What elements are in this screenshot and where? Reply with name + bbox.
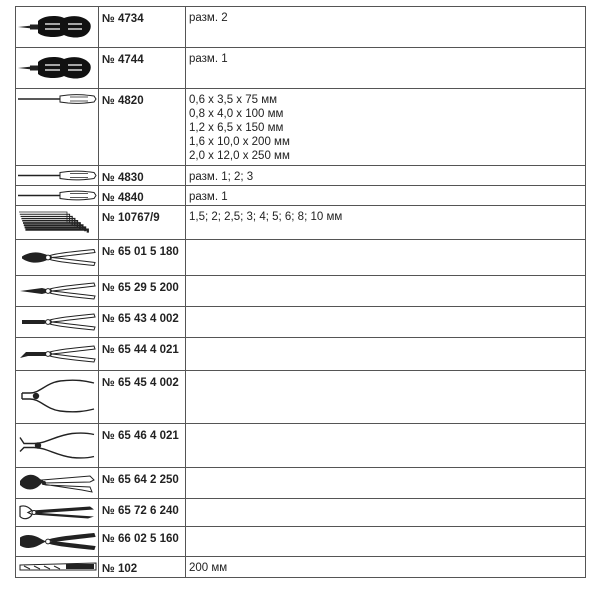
knife-icon [16, 557, 98, 577]
tool-image-cell [16, 7, 99, 48]
tool-image-cell [16, 89, 99, 166]
description-line: 1,6 х 10,0 х 200 мм [189, 136, 290, 148]
article-number: № 4734 [102, 13, 144, 25]
description-cell [186, 240, 586, 276]
screwdriver-stubby-icon [16, 48, 98, 88]
description-cell [186, 276, 586, 307]
long-nose-pliers-icon [16, 276, 98, 306]
article-number-cell [99, 307, 186, 338]
external-circlip-pliers-bent-icon [16, 424, 98, 467]
combination-pliers-icon [16, 240, 98, 275]
article-number: № 65 64 2 250 [102, 474, 179, 486]
external-circlip-pliers-icon [16, 371, 98, 423]
description-line: 1,5; 2; 2,5; 3; 4; 5; 6; 8; 10 мм [189, 211, 343, 223]
description-cell [186, 468, 586, 499]
table-row [16, 7, 586, 48]
description-cell [186, 499, 586, 527]
description-cell [186, 7, 586, 48]
article-number: № 65 44 4 021 [102, 344, 179, 356]
description-cell [186, 557, 586, 578]
side-cutter-pliers-icon [16, 527, 98, 556]
tool-image-cell [16, 557, 99, 578]
article-number: № 4840 [102, 192, 144, 204]
description-line: 2,0 х 12,0 х 250 мм [189, 150, 290, 162]
article-number-cell [99, 371, 186, 424]
description-cell [186, 424, 586, 468]
tool-image-cell [16, 166, 99, 186]
table-row [16, 371, 586, 424]
description-line: 1,2 х 6,5 х 150 мм [189, 122, 284, 134]
article-number-cell [99, 240, 186, 276]
article-number-cell [99, 7, 186, 48]
table-row [16, 276, 586, 307]
tool-image-cell [16, 307, 99, 338]
tool-image-cell [16, 527, 99, 557]
table-row [16, 468, 586, 499]
table-row [16, 240, 586, 276]
table-row [16, 48, 586, 89]
table-row [16, 206, 586, 240]
article-number: № 4820 [102, 95, 144, 107]
article-number: № 65 29 5 200 [102, 282, 179, 294]
tool-image-cell [16, 424, 99, 468]
article-number: № 10767/9 [102, 212, 160, 224]
tool-image-cell [16, 276, 99, 307]
article-number: № 65 43 4 002 [102, 313, 179, 325]
article-number-cell [99, 499, 186, 527]
article-number: № 65 45 4 002 [102, 377, 179, 389]
table-row [16, 338, 586, 371]
table-row [16, 186, 586, 206]
article-number: № 65 01 5 180 [102, 246, 179, 258]
tool-image-cell [16, 240, 99, 276]
article-number: № 66 02 5 160 [102, 533, 179, 545]
description-line: 0,8 х 4,0 х 100 мм [189, 108, 284, 120]
description-cell [186, 307, 586, 338]
circlip-pliers-bent-icon [16, 338, 98, 370]
screwdriver-long-icon [16, 186, 98, 205]
description-line: 200 мм [189, 562, 228, 574]
screwdriver-long-icon [16, 166, 98, 185]
table-row [16, 424, 586, 468]
table-row [16, 557, 586, 578]
description-line: разм. 1; 2; 3 [189, 171, 254, 183]
article-number: № 65 46 4 021 [102, 430, 179, 442]
article-number: № 102 [102, 563, 138, 575]
description-cell [186, 186, 586, 206]
article-number-cell [99, 424, 186, 468]
article-number-cell [99, 276, 186, 307]
article-number-cell [99, 557, 186, 578]
tools-table [15, 6, 586, 578]
hex-key-set-icon [16, 206, 98, 239]
screwdriver-stubby-icon [16, 7, 98, 47]
table-row [16, 499, 586, 527]
article-number-cell [99, 186, 186, 206]
tool-image-cell [16, 468, 99, 499]
article-number: № 65 72 6 240 [102, 505, 179, 517]
description-cell [186, 206, 586, 240]
description-cell [186, 527, 586, 557]
article-number-cell [99, 48, 186, 89]
tool-image-cell [16, 371, 99, 424]
locking-pliers-icon [16, 468, 98, 498]
screwdriver-long-icon [16, 89, 98, 165]
description-cell [186, 166, 586, 186]
table-row [16, 166, 586, 186]
article-number-cell [99, 338, 186, 371]
tool-image-cell [16, 206, 99, 240]
description-line: разм. 1 [189, 53, 228, 65]
description-line: 0,6 х 3,5 х 75 мм [189, 94, 278, 106]
article-number-cell [99, 166, 186, 186]
description-cell [186, 89, 586, 166]
tool-image-cell [16, 48, 99, 89]
description-line: разм. 2 [189, 12, 228, 24]
article-number: № 4744 [102, 54, 144, 66]
article-number-cell [99, 89, 186, 166]
description-cell [186, 338, 586, 371]
tool-image-cell [16, 499, 99, 527]
description-line: разм. 1 [189, 191, 228, 203]
circlip-pliers-icon [16, 307, 98, 337]
table-row [16, 527, 586, 557]
article-number-cell [99, 468, 186, 499]
tool-image-cell [16, 186, 99, 206]
water-pump-pliers-icon [16, 499, 98, 526]
article-number-cell [99, 527, 186, 557]
article-number: № 4830 [102, 172, 144, 184]
tool-image-cell [16, 338, 99, 371]
description-cell [186, 371, 586, 424]
article-number-cell [99, 206, 186, 240]
description-cell [186, 48, 586, 89]
table-row [16, 89, 586, 166]
table-row [16, 307, 586, 338]
